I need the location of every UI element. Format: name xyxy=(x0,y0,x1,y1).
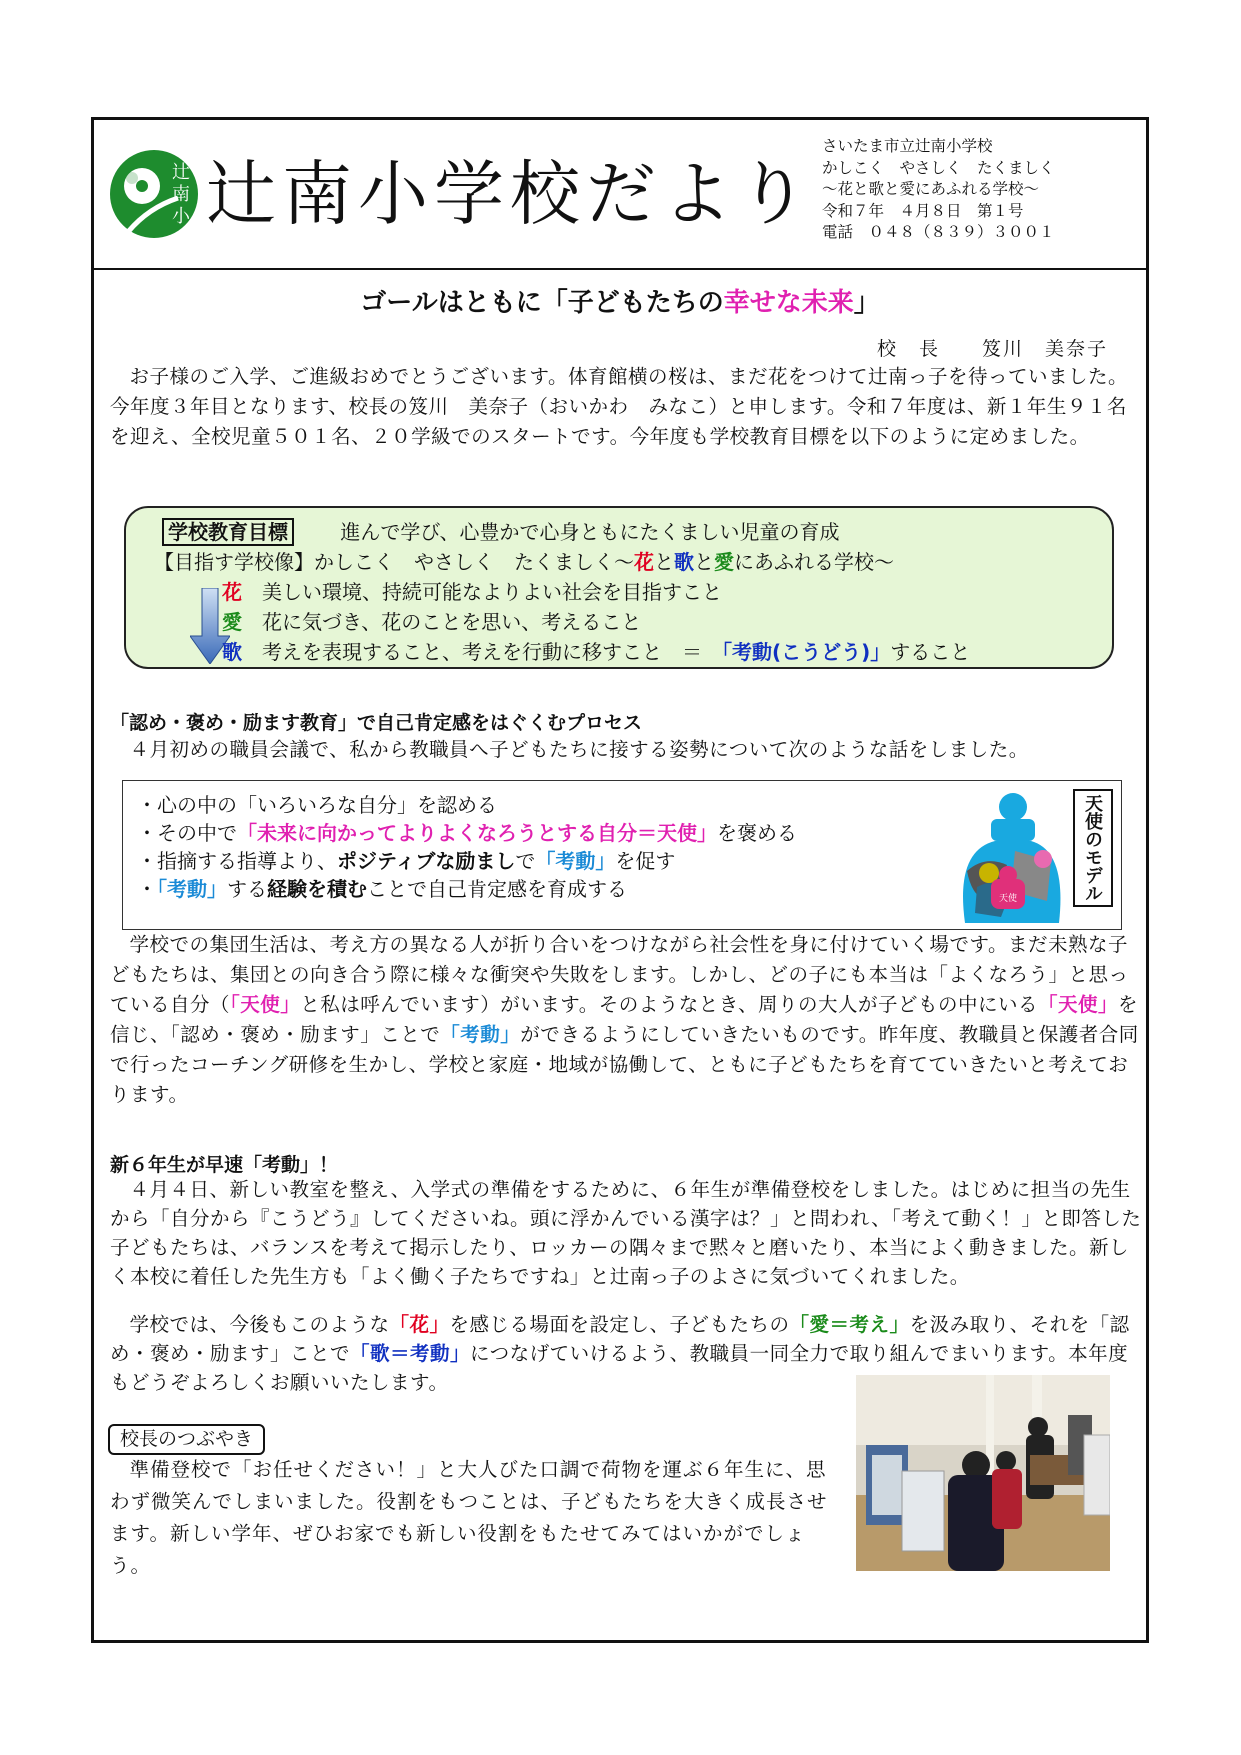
issue-date: 令和７年 ４月８日 第１号 xyxy=(822,201,1024,220)
process-bullet: ・「考動」する経験を積むことで自己肯定感を育成する xyxy=(137,877,627,901)
goal-text: 進んで学び、心豊かで心身ともにたくましい児童の育成 xyxy=(340,520,840,544)
section2-body: ４月４日、新しい教室を整え、入学式の準備をするために、６年生が準備登校をしました。はじめに担当の先生から「自分から『こうどう』してくださいね。頭に浮かんでいる漢字は？」と問われ、「考えて動く！」と即答した子どもたちは、バランスを考えて掲示したり、ロッカーの隅々まで黙々と磨いたり、本当によく動きました。新しく本校に着任した先生方も「よく働く子たちですね」と辻南っ子のよさに気づいてくれました。 xyxy=(110,1178,1142,1288)
principal-murmur-tag: 校長のつぶやき xyxy=(108,1424,265,1455)
process-bullet: ・心の中の「いろいろな自分」を認める xyxy=(137,793,497,817)
section-heading: 「認め・褒め・励ます教育」で自己肯定感をはぐくむプロセス xyxy=(110,712,643,734)
masthead-title: 辻南小学校だより xyxy=(206,153,814,235)
logo-char: 南 xyxy=(172,184,190,205)
goal-label: 学校教育目標 xyxy=(162,518,294,546)
section1-lead: ４月初めの職員会議で、私から教職員へ子どもたちに接する姿勢について次のような話をしました。 xyxy=(129,738,1029,761)
school-motto-sub: 〜花と歌と愛にあふれる学校〜 xyxy=(822,180,1040,198)
angel-figure-illustration xyxy=(955,791,1067,923)
process-box xyxy=(122,780,1122,930)
ideal-school-line: 【目指す学校像】かしこく やさしく たくましく〜花と歌と愛にあふれる学校〜 xyxy=(154,550,894,574)
angel-model-label: 天使のモデル xyxy=(1073,789,1113,907)
school-logo xyxy=(108,148,200,240)
section2-closing: 学校では、今後もこのような「花」を感じる場面を設定し、子どもたちの「愛＝考え」を汲み取り、それを「認め・褒め・励ます」ことで「歌＝考動」につなげていけるよう、教職員一同全力で取り組んでまいります。本年度もどうぞよろしくお願いいたします。 xyxy=(110,1313,1130,1394)
phone-number: 電話 ０４８（８３９）３００１ xyxy=(822,223,1055,241)
author-line: 校 長 笈川 美奈子 xyxy=(876,338,1108,360)
students-preparing-photo xyxy=(856,1375,1110,1571)
process-bullet: ・その中で「未来に向かってよりよくなろうとする自分＝天使」を褒める xyxy=(137,821,797,845)
goal-item-uta: 歌 考えを表現すること、考えを行動に移すこと ＝ 「考動(こうどう)」すること xyxy=(222,640,971,664)
logo-char: 小 xyxy=(172,206,190,227)
goal-item-ai: 愛 花に気づき、花のことを思い、考えること xyxy=(222,610,642,634)
angel-label: 天使 xyxy=(999,894,1018,904)
goal-item-hana: 花 美しい環境、持続可能なよりよい社会を目指すこと xyxy=(222,580,722,604)
section1-body: 学校での集団生活は、考え方の異なる人が折り合いをつけながら社会性を身に付けていく場です。まだ未熟な子どもたちは、集団との向き合う際に様々な衝突や失敗をします。しかし、どの子にも本当は「よくなろう」と思っている自分（「天使」と私は呼んでいます）がいます。そのようなとき、周りの大人が子どもの中にいる「天使」を信じ、「認め・褒め・励ます」ことで「考動」ができるようにしていきたいものです。昨年度、教職員と保護者合同で行ったコーチング研修を生かし、学校と家庭・地域が協働して、ともに子どもたちを育てていきたいと考えております。 xyxy=(110,933,1139,1106)
school-motto: かしこく やさしく たくましく xyxy=(822,158,1055,177)
masthead-header xyxy=(94,120,1146,270)
school-name: さいたま市立辻南小学校 xyxy=(822,137,993,155)
logo-char: 辻 xyxy=(172,162,190,183)
header-info xyxy=(822,136,1142,244)
principal-murmur-body: 準備登校で「お任せください！」と大人びた口調で荷物を運ぶ６年生に、思わず微笑んでしまいました。役割をもつことは、子どもたちを大きく成長させます。新しい学年、ぜひお家でも新しい役割をもたせてみてはいかがでしょう。 xyxy=(110,1458,828,1577)
school-goals-box xyxy=(124,506,1114,669)
intro-paragraph: お子様のご入学、ご進級おめでとうございます。体育館横の桜は、まだ花をつけて辻南っ子を待っていました。今年度３年目となります、校長の笈川 美奈子（おいかわ みなこ）と申します。令和７年度は、新１年生９１名を迎え、全校児童５０１名、２０学級でのスタートです。今年度も学校教育目標を以下のように定めました。 xyxy=(110,365,1128,448)
newsletter-frame xyxy=(91,117,1149,1643)
article-title: ゴールはともに「子どもたちの幸せな未来」 xyxy=(360,288,880,318)
section2-heading: 新６年生が早速「考動」！ xyxy=(110,1154,339,1176)
process-bullet: ・指摘する指導より、ポジティブな励ましで「考動」を促す xyxy=(137,849,676,873)
